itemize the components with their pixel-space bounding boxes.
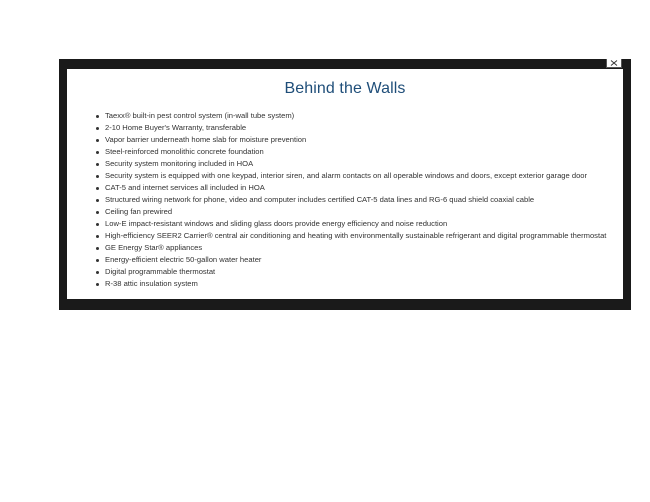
- list-item: [105, 242, 606, 254]
- list-item: [105, 134, 606, 146]
- list-item: [105, 206, 606, 218]
- bullet-icon: [96, 199, 99, 202]
- feature-text: Steel-reinforced monolithic concrete foundation: [105, 147, 264, 156]
- bullet-icon: [96, 283, 99, 286]
- bullet-icon: [96, 127, 99, 130]
- bullet-icon: [96, 259, 99, 262]
- feature-text: Security system is equipped with one keypad, interior siren, and alarm contacts on all operable windows and doors, except exterior garage door: [105, 171, 588, 180]
- bullet-icon: [96, 175, 99, 178]
- modal-title: Behind the Walls: [284, 80, 406, 97]
- feature-text: Digital programmable thermostat: [105, 267, 216, 276]
- feature-text: CAT-5 and internet services all included in HOA: [105, 183, 265, 192]
- bullet-icon: [96, 223, 99, 226]
- feature-text: 2-10 Home Buyer's Warranty, transferable: [105, 123, 247, 132]
- feature-text: Energy-efficient electric 50-gallon water heater: [105, 255, 262, 264]
- list-item: [105, 230, 606, 242]
- bullet-icon: [96, 187, 99, 190]
- feature-text: R-38 attic insulation system: [105, 279, 198, 288]
- list-item: [105, 170, 606, 182]
- list-item: [105, 278, 606, 290]
- list-item: [105, 122, 606, 134]
- bullet-icon: [96, 271, 99, 274]
- feature-text: High-efficiency SEER2 Carrier® central air conditioning and heating with environmentally sustainable refrigerant and digital programmable thermostat: [105, 231, 607, 240]
- close-button[interactable]: [606, 59, 622, 68]
- feature-text: Taexx® built-in pest control system (in-wall tube system): [105, 111, 295, 120]
- feature-text: Low-E impact-resistant windows and sliding glass doors provide energy efficiency and noise reduction: [105, 219, 448, 228]
- list-item: [105, 182, 606, 194]
- list-item: [105, 218, 606, 230]
- close-icon[interactable]: [610, 60, 618, 66]
- bullet-icon: [96, 163, 99, 166]
- list-item: [105, 110, 606, 122]
- bullet-icon: [96, 235, 99, 238]
- list-item: [105, 266, 606, 278]
- bullet-icon: [96, 151, 99, 154]
- feature-text: Ceiling fan prewired: [105, 207, 173, 216]
- list-item: [105, 194, 606, 206]
- feature-text: Structured wiring network for phone, video and computer includes certified CAT-5 data lines and RG-6 quad shield coaxial cable: [105, 195, 535, 204]
- features-modal: [59, 59, 631, 310]
- modal-content: [67, 69, 623, 299]
- bullet-icon: [96, 115, 99, 118]
- list-item: [105, 158, 606, 170]
- feature-text: GE Energy Star® appliances: [105, 243, 203, 252]
- feature-text: Security system monitoring included in HOA: [105, 159, 254, 168]
- list-item: [105, 254, 606, 266]
- bullet-icon: [96, 211, 99, 214]
- bullet-icon: [96, 139, 99, 142]
- list-item: [105, 146, 606, 158]
- features-list: [96, 110, 606, 290]
- bullet-icon: [96, 247, 99, 250]
- feature-text: Vapor barrier underneath home slab for moisture prevention: [105, 135, 307, 144]
